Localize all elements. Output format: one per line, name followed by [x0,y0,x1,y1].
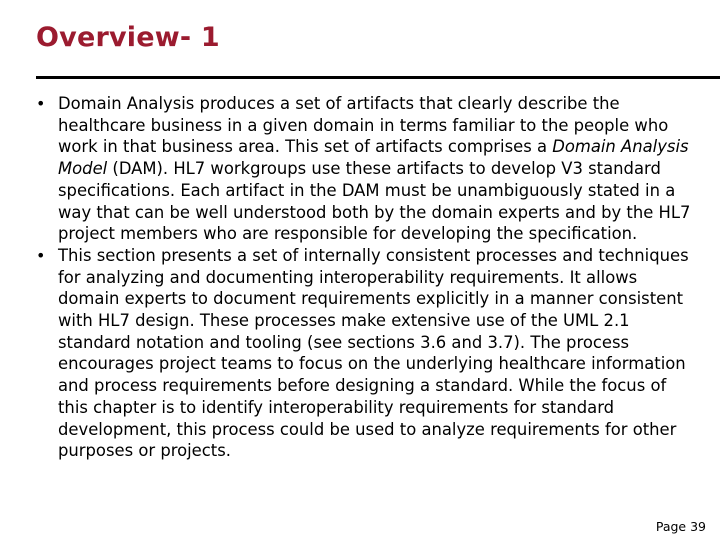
page-number: Page 39 [655,519,706,534]
bullet-item [36,245,698,462]
bullet-dot-icon: • [36,245,46,265]
title-divider [36,76,720,79]
bullet-list [36,93,698,462]
bullet-dot-icon: • [36,94,46,113]
emphasized-term: Domain Analysis Model [58,137,689,179]
slide-title: Overview- 1 [36,22,220,53]
bullet-text: This section presents a set of internally consistent processes and techniques for analyzing and documenting interoperability requirements. It allows domain experts to document requirements explicitly in a manner consistent with HL7 design. These processes make extensive use of the UML 2.1 standard notation and tooling (see sections 3.6 and 3.7). The process encourages project teams to focus on the underlying healthcare information and process requirements before designing a standard. While the focus of this chapter is to identify interoperability requirements for standard development, this process could be used to analyze requirements for other purposes or projects. [58,245,689,461]
bullet-text-start: Domain Analysis produces a set of artifacts that clearly describe the healthcare business in a given domain in terms familiar to the people who work in that business area. This set of artifacts comprises a [58,94,669,157]
bullet-text-end: (DAM). HL7 workgroups use these artifacts to develop V3 standard specifications. Each artifact in the DAM must be unambiguously stated in a way that can be well understood both by the domain experts and by the HL7 project members who are responsible for developing the specification. [58,159,691,244]
bullet-item [36,93,698,245]
